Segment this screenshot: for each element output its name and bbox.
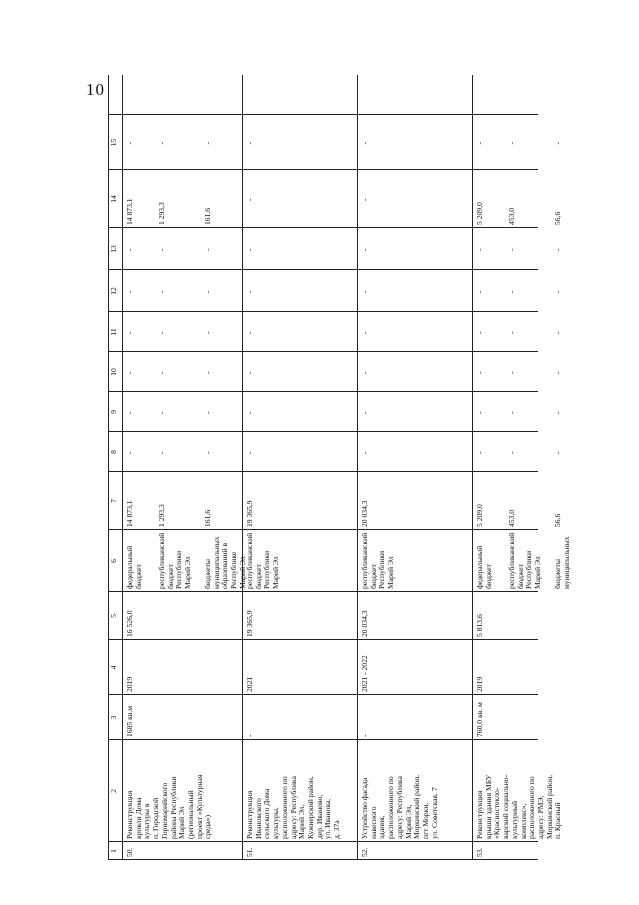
amount-value: - <box>157 411 166 414</box>
row-number: 50. <box>125 847 134 857</box>
table-vline <box>108 269 538 270</box>
column-number: 4 <box>109 665 118 670</box>
amount-value: - <box>475 411 484 414</box>
funding-source: федеральный бюджет <box>125 545 143 589</box>
amount-value: - <box>157 331 166 334</box>
amount-value: - <box>475 331 484 334</box>
capacity-value: 1685 кв.м <box>125 705 134 737</box>
amount-value: - <box>360 198 369 201</box>
amount-value: - <box>360 290 369 293</box>
amount-value: - <box>125 451 134 454</box>
project-name: Реконструкция крыши здания МБУ «Красностекло- варский социально- культурный комплекс», расположенного по адресу: РМЭ, Моркинский район, п. Красный <box>475 774 563 839</box>
amount-value: - <box>553 248 562 251</box>
amount-value: - <box>203 248 212 251</box>
amount-value: 14 873,1 <box>125 198 134 225</box>
column-number: 2 <box>109 789 118 793</box>
column-number: 15 <box>109 138 118 147</box>
amount-value: - <box>245 331 254 334</box>
project-name: Устройство фасада навесного здания, расположенного по адресу: Республика Марий Эл, Моркинский район, пгт Морки, ул. Советская, 7 <box>360 774 439 839</box>
project-name: Реконструкция Ивановского сельского Дома культуры, расположенного по адресу: Республика Марий Эл, Кужнерский район, дер. Иваново, ул. Иванова, д. 37а <box>245 776 342 839</box>
column-number: 14 <box>109 195 118 203</box>
amount-value: - <box>203 331 212 334</box>
years-value: 2021 <box>245 676 254 692</box>
table-vline <box>108 311 538 312</box>
cost-value: 16 526,0 <box>125 610 134 637</box>
table-vline <box>108 739 538 740</box>
years-value: 2019 <box>475 676 484 692</box>
amount-value: - <box>125 411 134 414</box>
amount-value: - <box>475 290 484 293</box>
amount-value: - <box>245 248 254 251</box>
capacity-value: - <box>245 734 254 737</box>
table-vline <box>108 639 538 640</box>
table-hline <box>242 75 243 860</box>
amount-value: - <box>507 411 516 414</box>
amount-value: 161,6 <box>203 509 212 527</box>
amount-value: - <box>203 290 212 293</box>
table-vline <box>108 351 538 352</box>
table-vline <box>108 391 538 392</box>
column-number: 12 <box>109 287 118 295</box>
amount-value: 453,0 <box>507 207 516 225</box>
amount-value: - <box>553 411 562 414</box>
amount-value: - <box>157 451 166 454</box>
amount-value: - <box>475 248 484 251</box>
funding-source: республиканский бюджет Республики Марий Эл <box>245 532 281 589</box>
amount-value: - <box>245 290 254 293</box>
amount-value: 1 293,3 <box>157 202 166 225</box>
table-hline <box>108 75 109 860</box>
amount-value: - <box>203 411 212 414</box>
row-number: 52. <box>360 847 369 857</box>
table-vline <box>108 859 538 860</box>
row-number: 53. <box>475 847 484 857</box>
funding-source: республиканский бюджет Республики Марий Эл <box>360 532 396 589</box>
capacity-value: - <box>360 734 369 737</box>
amount-value: - <box>245 141 254 145</box>
column-number: 1 <box>109 849 118 853</box>
amount-value: - <box>245 198 254 201</box>
amount-value: - <box>553 451 562 454</box>
capacity-value: 760,0 кв. м <box>475 702 484 737</box>
funding-source: республиканский бюджет Республики Марий Эл <box>157 532 193 589</box>
amount-value: - <box>553 331 562 334</box>
funding-source: федеральный бюджет <box>475 545 493 589</box>
table-vline <box>108 169 538 170</box>
amount-value: - <box>553 290 562 293</box>
amount-value: - <box>507 248 516 251</box>
amount-value: - <box>360 411 369 414</box>
amount-value: - <box>125 331 134 334</box>
page-number: 10 <box>86 80 105 99</box>
table-vline <box>108 841 538 842</box>
years-value: 2019 <box>125 676 134 692</box>
amount-value: 56,6 <box>553 513 562 527</box>
amount-value: - <box>553 141 562 145</box>
column-number: 7 <box>109 499 118 503</box>
amount-value: 453,0 <box>507 509 516 527</box>
amount-value: - <box>203 371 212 374</box>
amount-value: - <box>360 331 369 334</box>
amount-value: - <box>360 141 369 145</box>
amount-value: - <box>475 141 484 145</box>
amount-value: - <box>507 141 516 145</box>
table-hline <box>472 75 473 860</box>
table-vline <box>108 227 538 228</box>
amount-value: - <box>157 141 166 145</box>
project-name: Реконструкция кровли Дома культуры в п. Городской Горномарийского района Республики Марий Эл (региональный проект «Культурная среда») <box>125 774 213 839</box>
rotated-table <box>108 75 571 860</box>
amount-value: - <box>157 248 166 251</box>
amount-value: 14 873,1 <box>125 500 134 527</box>
column-number: 3 <box>109 715 118 720</box>
funding-source: бюджеты муниципальных образований в Республике Марий Эл <box>203 536 247 589</box>
amount-value: 1 293,3 <box>157 504 166 527</box>
amount-value: - <box>245 451 254 454</box>
amount-value: - <box>203 451 212 454</box>
amount-value: 19 365,9 <box>245 500 254 527</box>
column-number: 6 <box>109 559 118 563</box>
amount-value: - <box>507 371 516 374</box>
column-number: 13 <box>109 245 118 253</box>
column-number: 9 <box>109 410 118 414</box>
amount-value: - <box>360 248 369 251</box>
amount-value: - <box>553 371 562 374</box>
years-value: 2021 - 2022 <box>360 655 369 692</box>
amount-value: - <box>360 451 369 454</box>
table-vline <box>108 529 538 530</box>
table-hline <box>122 75 123 860</box>
cost-value: 20 034,3 <box>360 610 369 637</box>
table-vline <box>108 114 538 115</box>
table-vline <box>108 591 538 592</box>
column-number: 11 <box>109 328 118 336</box>
cost-value: 19 365,9 <box>245 610 254 637</box>
amount-value: - <box>125 290 134 293</box>
amount-value: - <box>157 290 166 293</box>
amount-value: 5 209,0 <box>475 202 484 225</box>
amount-value: - <box>507 331 516 334</box>
cost-value: 5 813,6 <box>475 614 484 637</box>
amount-value: - <box>125 141 134 145</box>
amount-value: - <box>157 371 166 374</box>
amount-value: - <box>203 141 212 145</box>
amount-value: 56,6 <box>553 211 562 225</box>
table-hline <box>357 75 358 860</box>
column-number: 8 <box>109 450 118 454</box>
amount-value: - <box>245 371 254 374</box>
funding-source: бюджеты муниципальных <box>553 536 571 589</box>
amount-value: - <box>125 248 134 251</box>
amount-value: 161,6 <box>203 207 212 225</box>
column-number: 10 <box>109 368 118 376</box>
column-number: 5 <box>109 614 118 618</box>
amount-value: - <box>507 451 516 454</box>
table-vline <box>108 471 538 472</box>
funding-source: республиканский бюджет Республики Марий Эл <box>507 532 543 589</box>
table-vline <box>108 431 538 432</box>
table-vline <box>108 694 538 695</box>
amount-value: - <box>475 371 484 374</box>
amount-value: 20 034,3 <box>360 500 369 527</box>
amount-value: - <box>125 371 134 374</box>
amount-value: - <box>360 371 369 374</box>
amount-value: - <box>245 411 254 414</box>
row-number: 51. <box>245 847 254 857</box>
amount-value: - <box>475 451 484 454</box>
amount-value: 5 209,0 <box>475 504 484 527</box>
amount-value: - <box>507 290 516 293</box>
